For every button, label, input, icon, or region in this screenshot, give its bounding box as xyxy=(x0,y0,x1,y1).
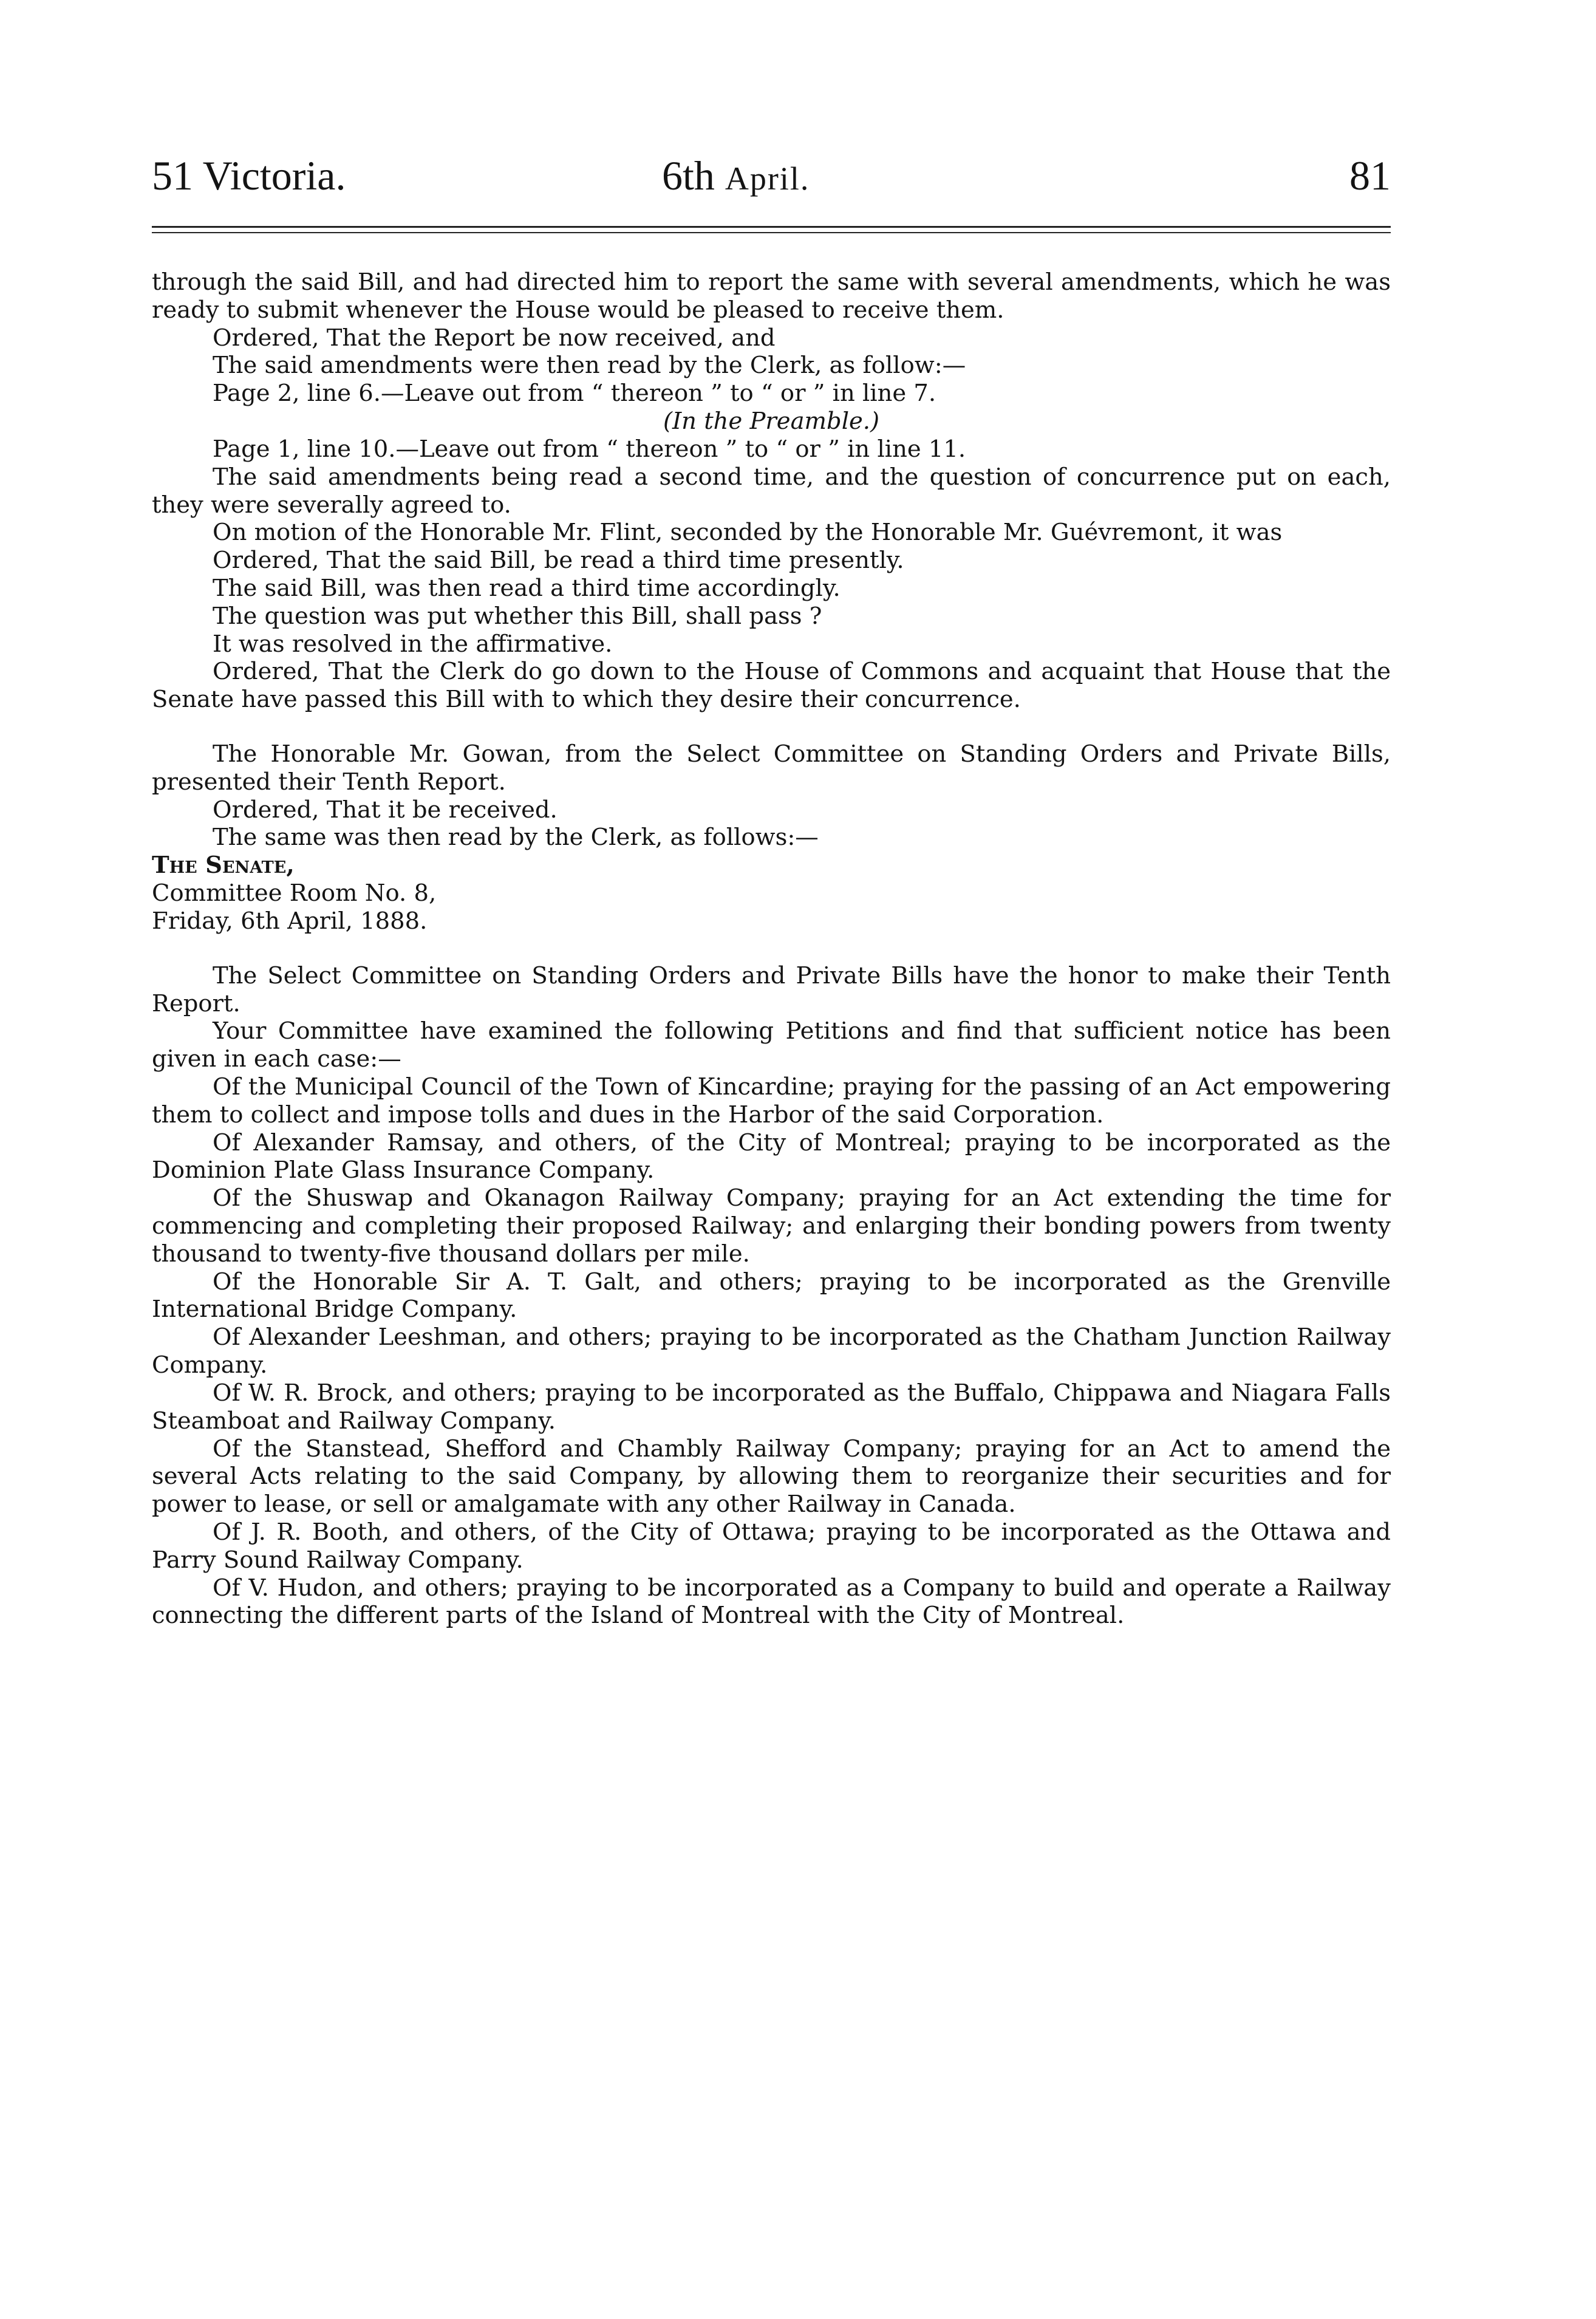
paragraph: Ordered, That the Clerk do go down to the House of Commons and acquaint that House that the Senate have passed this Bill with to which they desire their concurrence. xyxy=(152,658,1391,714)
paragraph: Your Committee have examined the following Petitions and find that sufficient notice has been given in each case:— xyxy=(152,1017,1391,1073)
header-day: 6th xyxy=(662,152,725,199)
petition-item: Of the Stanstead, Shefford and Chambly Railway Company; praying for an Act to amend the several Acts relating to the said Company, by allowing them to reorganize their securities and for power to lease, or sell or amalgamate with any other Railway in Canada. xyxy=(152,1435,1391,1518)
paragraph: The said amendments being read a second time, and the question of concurrence put on each, they were severally agreed to. xyxy=(152,463,1391,519)
paragraph: The same was then read by the Clerk, as follows:— xyxy=(213,824,819,852)
report-heading-room: Committee Room No. 8, xyxy=(152,879,437,907)
journal-page xyxy=(152,152,1391,1630)
petition-item: Of the Honorable Sir A. T. Galt, and others; praying to be incorporated as the Grenville International Bridge Company. xyxy=(152,1268,1391,1323)
page-body xyxy=(152,268,1391,1630)
paragraph: Page 2, line 6.—Leave out from “ thereon ” to “ or ” in line 7. xyxy=(213,380,936,408)
paragraph: The question was put whether this Bill, shall pass ? xyxy=(213,602,822,630)
paragraph: Page 1, line 10.—Leave out from “ thereon ” to “ or ” in line 11. xyxy=(213,435,966,463)
petition-item: Of the Shuswap and Okanagon Railway Company; praying for an Act extending the time for commencing and completing their proposed Railway; and enlarging their bonding powers from twenty thousand to twenty-five thousand dollars per mile. xyxy=(152,1184,1391,1268)
paragraph: Ordered, That the Report be now received, and xyxy=(213,324,776,352)
page-header xyxy=(152,152,1391,207)
petition-item: Of W. R. Brock, and others; praying to be incorporated as the Buffalo, Chippawa and Niagara Falls Steamboat and Railway Company. xyxy=(152,1379,1391,1435)
paragraph: The Honorable Mr. Gowan, from the Select Committee on Standing Orders and Private Bills, presented their Tenth Report. xyxy=(152,740,1391,796)
petition-item: Of J. R. Booth, and others, of the City of Ottawa; praying to be incorporated as the Ottawa and Parry Sound Railway Company. xyxy=(152,1518,1391,1574)
paragraph: It was resolved in the affirmative. xyxy=(213,630,613,658)
report-heading-senate: The Senate, xyxy=(152,852,295,879)
paragraph: The said amendments were then read by the Clerk, as follow:— xyxy=(213,352,966,380)
header-double-rule xyxy=(152,226,1391,233)
paragraph: Ordered, That the said Bill, be read a third time presently. xyxy=(213,547,904,575)
petition-item: Of Alexander Ramsay, and others, of the City of Montreal; praying to be incorporated as the Dominion Plate Glass Insurance Company. xyxy=(152,1129,1391,1184)
paragraph: The said Bill, was then read a third time accordingly. xyxy=(213,574,841,602)
header-month: April. xyxy=(725,160,810,197)
report-heading-date: Friday, 6th April, 1888. xyxy=(152,907,428,935)
header-session: 51 Victoria. xyxy=(152,152,346,199)
header-date xyxy=(662,152,810,200)
section-heading-preamble: (In the Preamble.) xyxy=(663,408,880,435)
petition-item: Of V. Hudon, and others; praying to be incorporated as a Company to build and operate a Railway connecting the different parts of the Island of Montreal with the City of Montreal. xyxy=(152,1574,1391,1630)
page-number: 81 xyxy=(1349,152,1391,199)
paragraph: Ordered, That it be received. xyxy=(213,796,558,824)
petition-item: Of Alexander Leeshman, and others; praying to be incorporated as the Chatham Junction Railway Company. xyxy=(152,1323,1391,1379)
paragraph: On motion of the Honorable Mr. Flint, seconded by the Honorable Mr. Guévremont, it was xyxy=(213,519,1283,547)
paragraph: through the said Bill, and had directed him to report the same with several amendments, which he was ready to submit whenever the House would be pleased to receive them. xyxy=(152,268,1391,324)
paragraph: The Select Committee on Standing Orders and Private Bills have the honor to make their Tenth Report. xyxy=(152,961,1391,1017)
petition-item: Of the Municipal Council of the Town of Kincardine; praying for the passing of an Act empowering them to collect and impose tolls and dues in the Harbor of the said Corporation. xyxy=(152,1073,1391,1129)
